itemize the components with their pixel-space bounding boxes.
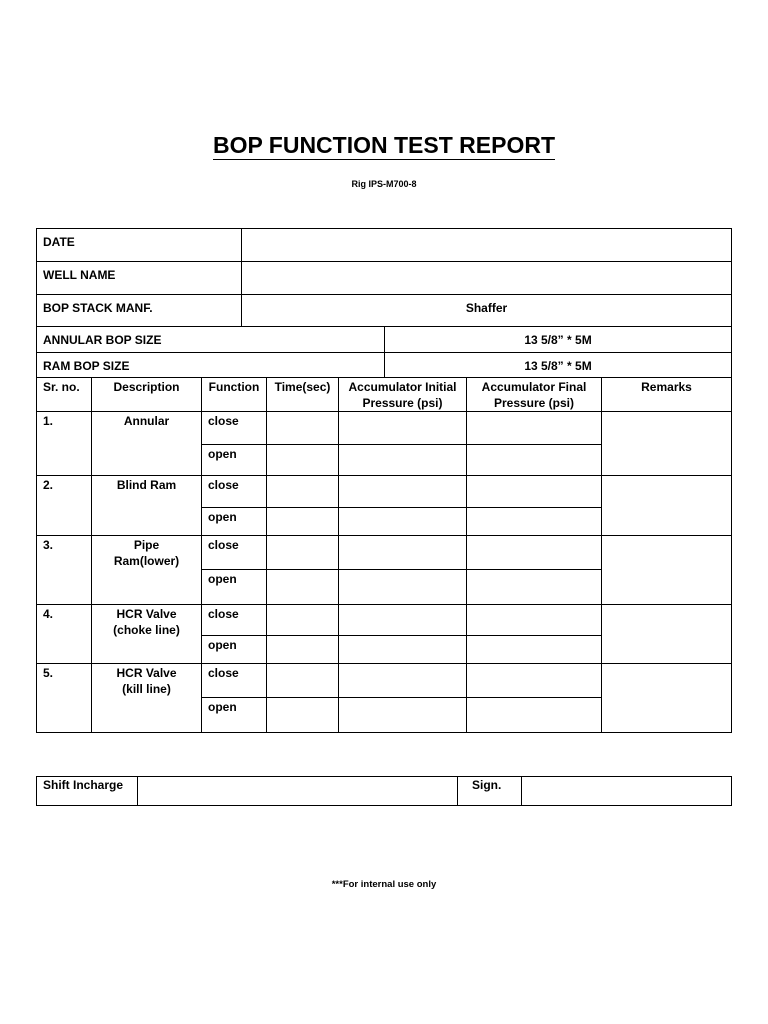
table-header-row — [37, 378, 732, 412]
row-acc-initial-cell[interactable] — [339, 664, 467, 698]
row-acc-initial-cell[interactable] — [339, 698, 467, 733]
shift-incharge-field[interactable] — [138, 777, 458, 806]
header-acc-initial-line2: Pressure (psi) — [362, 396, 443, 410]
rig-subtitle: Rig IPS-M700-8 — [351, 179, 417, 189]
row-function-close: close — [202, 536, 267, 570]
info-table — [36, 228, 732, 378]
info-row-bop-stack — [37, 295, 732, 327]
row-description-line2: (kill line) — [122, 682, 171, 696]
header-acc-initial — [339, 378, 467, 412]
row-function-open: open — [202, 508, 267, 536]
row-function-open: open — [202, 445, 267, 476]
ram-size-value[interactable]: 13 5/8” * 5M — [385, 353, 732, 378]
row-acc-final-cell[interactable] — [467, 698, 602, 733]
header-description: Description — [92, 378, 202, 412]
row-description-line2: Ram(lower) — [113, 554, 180, 568]
row-description — [92, 536, 202, 605]
header-time: Time(sec) — [267, 378, 339, 412]
row-time-cell[interactable] — [267, 508, 339, 536]
well-name-field[interactable] — [242, 262, 732, 295]
row-function-close: close — [202, 476, 267, 508]
row-time-cell[interactable] — [267, 698, 339, 733]
row-description — [92, 412, 202, 476]
row-sr-no: 5. — [37, 664, 92, 733]
row-time-cell[interactable] — [267, 570, 339, 605]
annular-size-value[interactable]: 13 5/8” * 5M — [385, 327, 732, 353]
signature-row — [37, 777, 732, 806]
header-acc-final-line1: Accumulator Final — [481, 380, 587, 394]
row-sr-no: 4. — [37, 605, 92, 664]
row-time-cell[interactable] — [267, 445, 339, 476]
row-description-line1: Pipe — [133, 538, 160, 552]
sign-field[interactable] — [522, 777, 732, 806]
row-function-close: close — [202, 412, 267, 445]
header-function: Function — [202, 378, 267, 412]
row-function-open: open — [202, 570, 267, 605]
row-acc-final-cell[interactable] — [467, 508, 602, 536]
row-description — [92, 476, 202, 536]
bop-stack-label: BOP STACK MANF. — [37, 295, 242, 327]
row-function-close: close — [202, 605, 267, 636]
row-remarks-cell[interactable] — [602, 412, 732, 476]
date-label: DATE — [37, 229, 242, 262]
table-row — [37, 476, 732, 508]
header-acc-final — [467, 378, 602, 412]
internal-use-note: ***For internal use only — [331, 879, 437, 890]
row-acc-initial-cell[interactable] — [339, 412, 467, 445]
row-description — [92, 605, 202, 664]
row-acc-initial-cell[interactable] — [339, 445, 467, 476]
shift-incharge-label: Shift Incharge — [37, 777, 138, 806]
row-description — [92, 664, 202, 733]
info-row-annular — [37, 327, 732, 353]
row-acc-final-cell[interactable] — [467, 570, 602, 605]
row-remarks-cell[interactable] — [602, 664, 732, 733]
row-time-cell[interactable] — [267, 605, 339, 636]
date-field[interactable] — [242, 229, 732, 262]
row-description-line1: HCR Valve — [116, 666, 177, 680]
table-row — [37, 664, 732, 698]
table-row — [37, 412, 732, 445]
row-time-cell[interactable] — [267, 664, 339, 698]
report-title-text: BOP FUNCTION TEST REPORT — [212, 132, 556, 158]
row-function-close: close — [202, 664, 267, 698]
row-acc-initial-cell[interactable] — [339, 476, 467, 508]
row-sr-no: 1. — [37, 412, 92, 476]
row-time-cell[interactable] — [267, 536, 339, 570]
row-acc-final-cell[interactable] — [467, 476, 602, 508]
row-time-cell[interactable] — [267, 636, 339, 664]
row-acc-final-cell[interactable] — [467, 664, 602, 698]
well-name-label: WELL NAME — [37, 262, 242, 295]
row-acc-initial-cell[interactable] — [339, 570, 467, 605]
row-acc-final-cell[interactable] — [467, 445, 602, 476]
row-sr-no: 2. — [37, 476, 92, 536]
info-row-date — [37, 229, 732, 262]
signature-table — [36, 776, 732, 806]
header-sr-no: Sr. no. — [37, 378, 92, 412]
row-sr-no: 3. — [37, 536, 92, 605]
info-row-well-name — [37, 262, 732, 295]
row-acc-initial-cell[interactable] — [339, 536, 467, 570]
annular-size-label: ANNULAR BOP SIZE — [37, 327, 385, 353]
bop-stack-value[interactable]: Shaffer — [242, 295, 732, 327]
function-test-table — [36, 377, 732, 733]
report-title — [0, 132, 768, 159]
table-row — [37, 605, 732, 636]
row-acc-initial-cell[interactable] — [339, 508, 467, 536]
row-time-cell[interactable] — [267, 412, 339, 445]
sign-label: Sign. — [458, 777, 522, 806]
row-acc-final-cell[interactable] — [467, 636, 602, 664]
row-function-open: open — [202, 698, 267, 733]
row-remarks-cell[interactable] — [602, 605, 732, 664]
row-description-line1: HCR Valve — [116, 607, 177, 621]
header-acc-final-line2: Pressure (psi) — [493, 396, 575, 410]
row-acc-final-cell[interactable] — [467, 605, 602, 636]
row-acc-initial-cell[interactable] — [339, 636, 467, 664]
row-description-line1: Annular — [123, 414, 170, 428]
row-acc-final-cell[interactable] — [467, 536, 602, 570]
row-description-line2: (choke line) — [113, 623, 180, 637]
row-acc-initial-cell[interactable] — [339, 605, 467, 636]
ram-size-label: RAM BOP SIZE — [37, 353, 385, 378]
table-row — [37, 536, 732, 570]
row-remarks-cell[interactable] — [602, 536, 732, 605]
row-time-cell[interactable] — [267, 476, 339, 508]
row-acc-final-cell[interactable] — [467, 412, 602, 445]
header-remarks: Remarks — [602, 378, 732, 412]
row-remarks-cell[interactable] — [602, 476, 732, 536]
row-description-line1: Blind Ram — [116, 478, 177, 492]
row-function-open: open — [202, 636, 267, 664]
info-row-ram — [37, 353, 732, 378]
header-acc-initial-line1: Accumulator Initial — [348, 380, 457, 394]
